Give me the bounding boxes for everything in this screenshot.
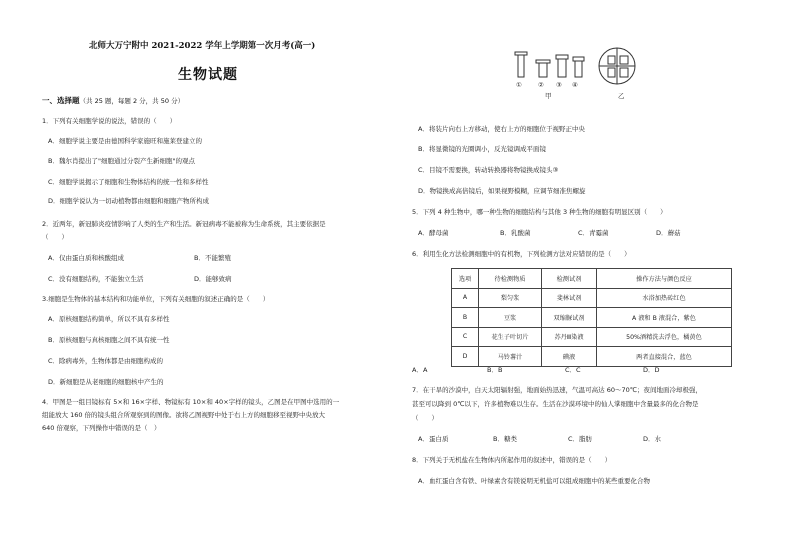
question-stem: 1．下列有关细胞学说的说法，错误的（ ） [42,117,177,125]
table-cell: 斐林试剂 [542,288,597,308]
option: B．B [487,366,503,374]
option: C．目镜不需要换，转动转换器将物镜换成镜头③ [418,166,559,174]
table-header: 选项 [452,269,479,289]
question-stem: 组能放大 160 倍的镜头组合所观察到的图像。欲将乙图视野中处于右上方的细胞移至视野中央放大 [42,411,326,419]
question-stem: （ ） [412,414,438,422]
table-cell: A 液和 B 液混合，紫色 [597,308,732,328]
question-stem: 3.细胞是生物体的基本结构和功能单位，下列有关细胞的叙述正确的是（ ） [42,295,270,303]
question-stem: 4．甲图是一组目镜标有 5×和 16×字样、物镜标有 10×和 40×字样的镜头，乙图是在甲图中选用的一 [42,398,340,406]
section-title: 一、选择题 [42,96,80,105]
table-cell: 花生子叶切片 [479,327,542,347]
option: D．细胞学说认为一切动植物都由细胞和细胞产物所构成 [48,197,210,205]
table-cell: 碘液 [542,347,597,367]
exam-header: 北师大万宁附中 2021-2022 学年上学期第一次月考(高一) [89,41,316,51]
option: D．能够致病 [194,275,232,283]
option: B．将显微镜的光圈调小，反光镜调成平面镜 [418,145,546,153]
table-cell: 双缩脲试剂 [542,308,597,328]
question-stem: 2．近两年，新冠肺炎疫情影响了人类的生产和生活。新冠病毒不能被称为生命系统，其主要依据是 [42,220,326,228]
option: D．蘑菇 [656,229,681,237]
lens-label-2: ② [538,81,544,89]
lens-label-3: ③ [556,81,562,89]
option: B．糖类 [493,435,517,443]
option: B．魏尔肖提出了"细胞通过分裂产生新细胞"的观点 [48,157,195,165]
table-row [452,327,732,347]
option: D．水 [643,435,662,443]
option: B．不能繁殖 [194,254,231,262]
lens-3-icon [556,55,568,59]
question-stem: 5．下列 4 种生物中，哪一种生物的细胞结构与其他 3 种生物的细胞有明显区别（ ） [412,208,667,216]
option: B．原核细胞与真核细胞之间不具有统一性 [48,336,170,344]
table-cell: 50%酒精洗去浮色，橘黄色 [597,327,732,347]
table-cell: 马铃薯汁 [479,347,542,367]
table-row [452,308,732,328]
table-cell: 两者直接混合，蓝色 [597,347,732,367]
question-stem: 8．下列关于无机盐在生物体内所起作用的叙述中，错误的是（ ） [412,456,612,464]
option: A．细胞学说主要是由德国科学家施旺和施莱登建立的 [48,137,202,145]
table-cell: 水浴加热砖红色 [597,288,732,308]
table-row [452,288,732,308]
table-header: 检测试剂 [542,269,597,289]
table-header: 待检测物质 [479,269,542,289]
option: A．原核细胞结构简单，所以不具有多样性 [48,315,170,323]
option: D．新细胞是从老细胞的细胞核中产生的 [48,378,164,386]
option: C．C [565,366,581,374]
table-cell: 豆浆 [479,308,542,328]
question-stem: 640 倍观察，下列操作中错误的是（ ） [42,424,161,432]
table-cell: A [452,288,479,308]
option: B．乳酸菌 [500,229,531,237]
table-cell: D [452,347,479,367]
table-row [452,347,732,367]
option: C．除病毒外，生物体都是由细胞构成的 [48,357,164,365]
option: C．青霉菌 [578,229,609,237]
question-stem: 7．在干旱的沙漠中，白天太阳辐射强，地面始热迅速，气温可高达 60～70℃；夜间地面冷却极强， [412,386,703,394]
question-stem: 甚至可以降到 0℃以下，许多植物难以生存。生活在沙漠环境中的仙人掌细胞中含量最多的化合物是 [412,400,699,408]
lens-4-icon [573,57,584,61]
question-stem: 6．利用生化方法检测细胞中的有机物，下列检测方法对应错误的是（ ） [412,250,631,258]
option: A．蛋白质 [418,435,449,443]
table-header-row [452,269,732,289]
option: A．将装片向右上方移动，使右上方的细胞位于视野正中央 [418,125,585,133]
page-title: 生物试题 [178,67,238,83]
option: C．没有细胞结构，不能独立生活 [48,275,144,283]
option: C．脂肪 [568,435,593,443]
figure-label-jia: 甲 [545,92,552,100]
question-stem: （ ） [42,233,68,241]
option: A．血红蛋白含有铁、叶绿素含有镁说明无机盐可以组成细胞中的某些重要化合物 [418,477,650,485]
option: A．仅由蛋白质和核酸组成 [48,254,124,262]
microscope-figure [510,44,650,102]
option: D．D [643,366,660,374]
option: A．A [412,366,428,374]
section-note: （共 25 题，每题 2 分，共 50 分） [79,97,185,105]
lens-label-4: ④ [572,81,578,89]
table-header: 操作方法与颜色反应 [597,269,732,289]
section-heading [42,96,184,106]
figure-label-yi: 乙 [618,92,625,100]
option: D．物镜换成高倍镜后，如果视野模糊，应调节细准焦螺旋 [418,187,586,195]
detection-table [451,268,732,367]
option: A．酵母菌 [418,229,449,237]
lens-label-1: ① [516,81,522,89]
table-cell: 梨匀浆 [479,288,542,308]
table-cell: C [452,327,479,347]
table-cell: B [452,308,479,328]
option: C．细胞学说揭示了细胞和生物体结构的统一性和多样性 [48,178,209,186]
table-cell: 苏丹Ⅲ染液 [542,327,597,347]
